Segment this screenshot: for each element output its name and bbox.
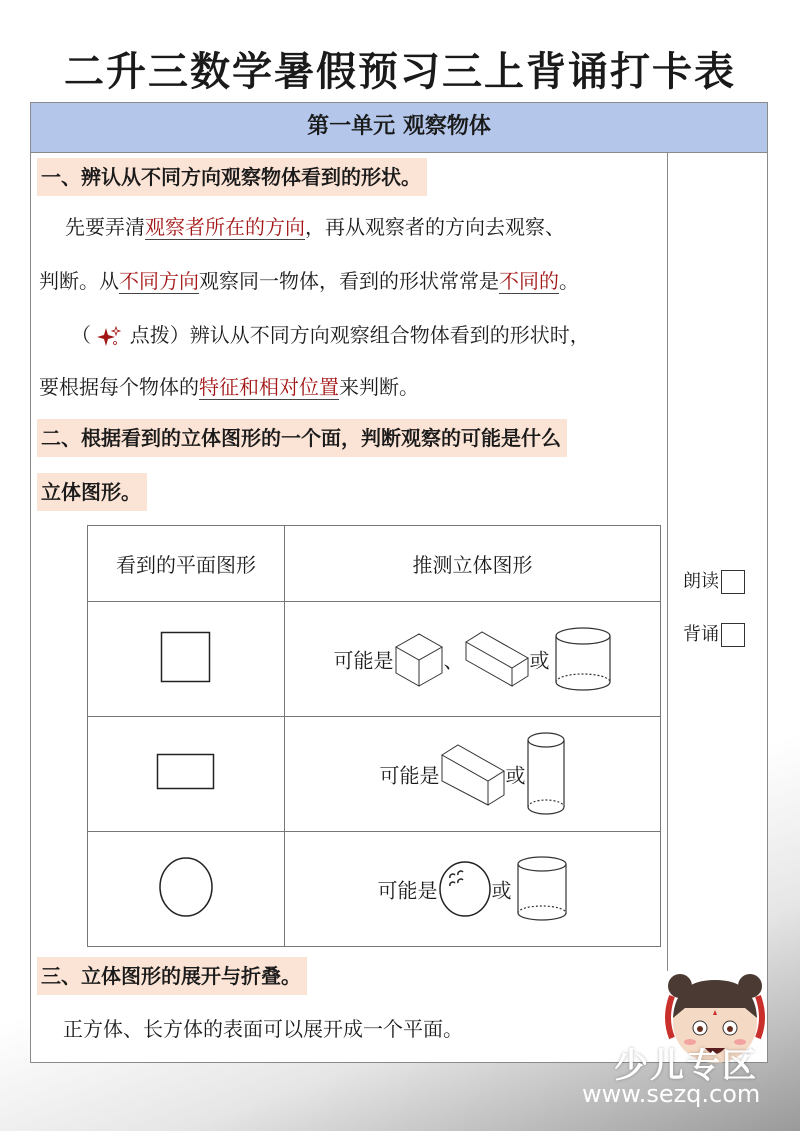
rectangle-icon (156, 753, 216, 791)
text: 或 (529, 648, 550, 673)
text: 要根据每个物体的 (39, 375, 199, 399)
text: 可能是 (377, 878, 438, 903)
table-header: 看到的平面图形 (88, 526, 285, 602)
cuboid-icon (440, 741, 506, 807)
table-header-row (88, 526, 661, 602)
section1-line2 (39, 265, 579, 294)
section2-heading-line1: 二、根据看到的立体图形的一个面，判断观察的可能是什么 (37, 419, 567, 457)
section3-heading: 三、立体图形的展开与折叠。 (37, 957, 307, 995)
text: 先要弄清 (65, 215, 145, 239)
shape-table (87, 525, 661, 947)
cylinder-icon (554, 626, 612, 692)
unit-header: 第一单元 观察物体 (31, 103, 767, 153)
emphasis-text: 观察者所在的方向 (145, 215, 305, 239)
plane-shape-cell (88, 602, 285, 717)
cylinder-icon (516, 855, 568, 923)
circle-icon (158, 856, 214, 918)
text: ）辨认从不同方向观察组合物体看到的形状时， (169, 323, 590, 347)
worksheet (30, 102, 768, 1063)
recite-checkbox[interactable] (721, 623, 745, 647)
text: （ (71, 323, 91, 347)
sparkle-icon (97, 326, 123, 348)
section1-tip (71, 319, 590, 348)
sphere-icon (438, 860, 492, 918)
text: 可能是 (379, 763, 440, 788)
text: 观察同一物体，看到的形状常常是 (199, 269, 499, 293)
emphasis-text: 不同方向 (119, 269, 199, 293)
section3-text: 正方体、长方体的表面可以展开成一个平面。 (63, 1017, 463, 1041)
table-row (88, 602, 661, 717)
text: ，再从观察者的方向去观察、 (305, 215, 565, 239)
cuboid-icon (464, 628, 530, 690)
checklist-recite (683, 620, 745, 647)
solid-shape-cell (285, 717, 661, 832)
plane-shape-cell (88, 717, 285, 832)
plane-shape-cell (88, 832, 285, 947)
emphasis-text: 不同的 (499, 269, 559, 293)
read-label: 朗读 (683, 571, 719, 592)
section1-line1 (65, 211, 565, 240)
table-header: 推测立体图形 (285, 526, 661, 602)
section1-line4 (39, 371, 419, 400)
solid-shape-cell (285, 602, 661, 717)
emphasis-text: 特征和相对位置 (199, 375, 339, 399)
text: 或 (505, 763, 526, 788)
checklist-read (683, 567, 745, 594)
checklist-divider (667, 153, 668, 971)
watermark-url: www.sezq.com (582, 1080, 761, 1108)
text: 可能是 (333, 648, 394, 673)
section1-heading: 一、辨认从不同方向观察物体看到的形状。 (37, 158, 427, 196)
tip-label: 点拨 (129, 323, 170, 347)
table-row (88, 832, 661, 947)
text: 或 (491, 878, 512, 903)
watermark-brand: 少儿专区 (614, 1046, 758, 1086)
text: 、 (443, 648, 464, 673)
square-icon (160, 631, 212, 683)
cube-icon (394, 631, 444, 687)
read-checkbox[interactable] (721, 570, 745, 594)
text: 来判断。 (339, 375, 419, 399)
cylinder-icon (526, 731, 566, 817)
text: 。 (559, 269, 579, 293)
page-title: 二升三数学暑假预习三上背诵打卡表 (64, 49, 736, 95)
text: 判断。从 (39, 269, 119, 293)
solid-shape-cell (285, 832, 661, 947)
section2-heading-line2: 立体图形。 (37, 473, 147, 511)
table-row (88, 717, 661, 832)
recite-label: 背诵 (683, 624, 719, 645)
